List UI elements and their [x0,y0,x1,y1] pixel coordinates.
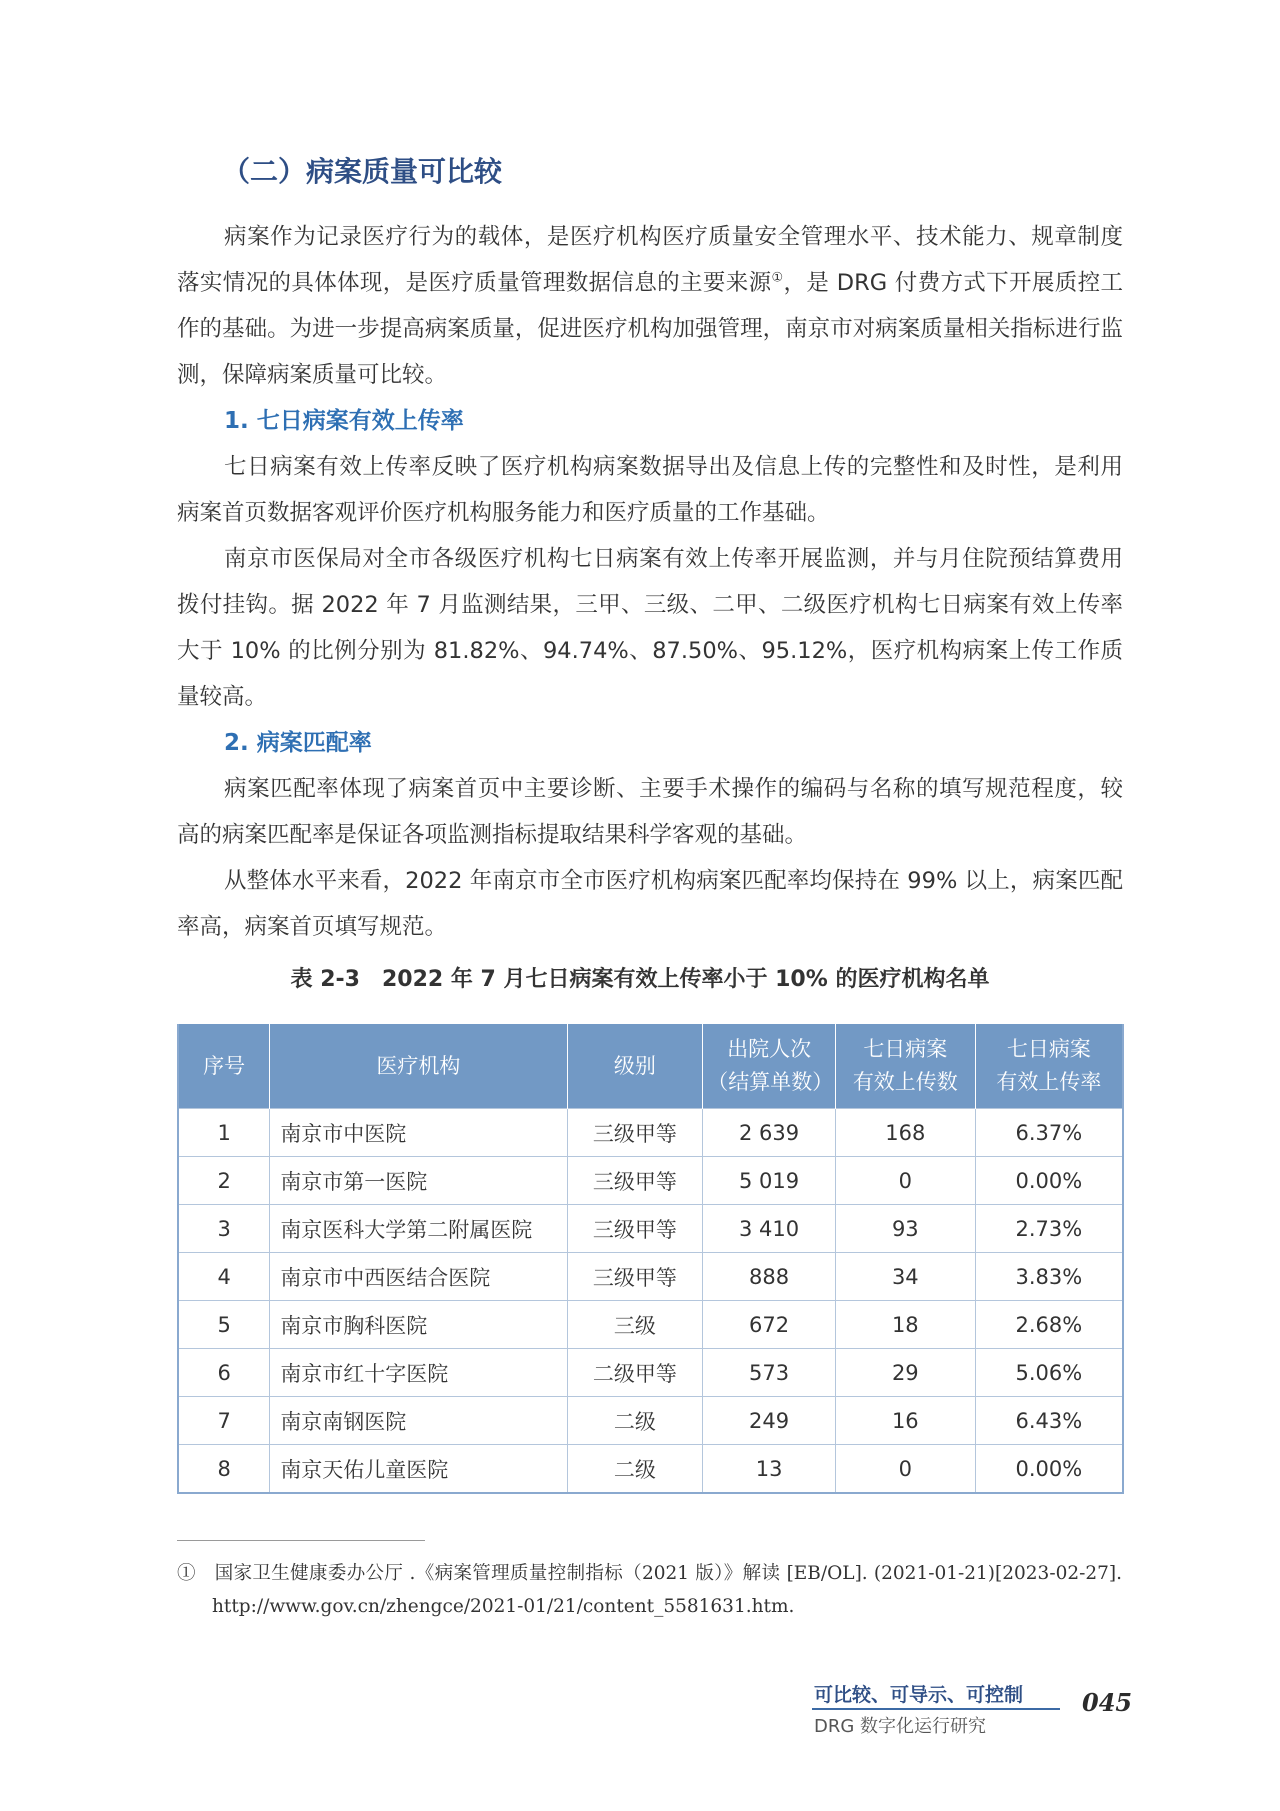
header-discharges [703,1024,836,1109]
cell-level: 三级甲等 [567,1157,703,1205]
cell-uploads: 29 [835,1349,975,1397]
cell-seq: 7 [178,1397,270,1445]
cell-seq: 6 [178,1349,270,1397]
cell-rate: 5.06% [975,1349,1123,1397]
cell-discharges: 672 [703,1301,836,1349]
cell-org: 南京市第一医院 [270,1157,567,1205]
cell-seq: 8 [178,1445,270,1494]
header-uploads-line2: 有效上传数 [852,1070,958,1094]
header-discharges-line2: （结算单数） [707,1070,834,1094]
footnote-text: ① 国家卫生健康委办公厅 .《病案管理质量控制指标（2021 版）》解读 [EB/OL]. (2021-01-21)[2023-02-27]. http://www.gov.cn/zhengce/2021-01/21/content_5581631.htm. [177,1563,1122,1617]
table-row [178,1349,1123,1397]
footnote-divider [177,1540,425,1541]
cell-discharges: 3 410 [703,1205,836,1253]
header-rate-line2: 有效上传率 [996,1070,1102,1094]
cell-org: 南京天佑儿童医院 [270,1445,567,1494]
cell-org: 南京市红十字医院 [270,1349,567,1397]
cell-org: 南京医科大学第二附属医院 [270,1205,567,1253]
page-number: 045 [1082,1688,1133,1717]
section-heading: （二）病案质量可比较 [222,155,503,188]
table-row [178,1205,1123,1253]
cell-org: 南京市胸科医院 [270,1301,567,1349]
header-rate-line1: 七日病案 [1006,1037,1091,1061]
cell-discharges: 249 [703,1397,836,1445]
footer-book-title: 可比较、可导示、可控制 [814,1684,1024,1706]
table-header-row [178,1024,1123,1109]
cell-rate: 2.68% [975,1301,1123,1349]
cell-level: 三级甲等 [567,1253,703,1301]
paragraph-match-rate-definition: 病案匹配率体现了病案首页中主要诊断、主要手术操作的编码与名称的填写规范程度，较高的病案匹配率是保证各项监测指标提取结果科学客观的基础。 [177,776,1123,848]
cell-uploads: 168 [835,1109,975,1157]
table-caption: 表 2-3 2022 年 7 月七日病案有效上传率小于 10% 的医疗机构名单 [290,967,990,992]
cell-seq: 2 [178,1157,270,1205]
table-row [178,1157,1123,1205]
table-row [178,1445,1123,1494]
cell-rate: 0.00% [975,1157,1123,1205]
cell-seq: 4 [178,1253,270,1301]
table-row [178,1301,1123,1349]
cell-level: 二级甲等 [567,1349,703,1397]
cell-level: 三级 [567,1301,703,1349]
header-uploads [835,1024,975,1109]
cell-discharges: 888 [703,1253,836,1301]
cell-seq: 3 [178,1205,270,1253]
cell-rate: 6.37% [975,1109,1123,1157]
footnote-reference[interactable]: ① [771,270,784,286]
paragraph-medical-record-role [177,214,1123,398]
header-seq: 序号 [178,1024,270,1109]
header-uploads-line1: 七日病案 [863,1037,948,1061]
cell-seq: 1 [178,1109,270,1157]
cell-rate: 6.43% [975,1397,1123,1445]
cell-org: 南京南钢医院 [270,1397,567,1445]
paragraph-upload-rate-monitoring: 南京市医保局对全市各级医疗机构七日病案有效上传率开展监测，并与月住院预结算费用拨付挂钩。据 2022 年 7 月监测结果，三甲、三级、二甲、二级医疗机构七日病案有效上传率大于 10% 的比例分别为 81.82%、94.74%、87.50%、95.12%，医疗机构病案上传工作质量较高。 [177,546,1123,710]
paragraph-text-after-note: ，是 DRG 付费方式下开展质控工作的基础。为进一步提高病案质量，促进医疗机构加强管理，南京市对病案质量相关指标进行监测，保障病案质量可比较。 [177,270,1123,388]
table-row [178,1253,1123,1301]
cell-level: 二级 [567,1397,703,1445]
paragraph-text-before-note: 病案作为记录医疗行为的载体，是医疗机构医疗质量安全管理水平、技术能力、规章制度落实情况的具体体现，是医疗质量管理数据信息的主要来源 [177,224,1123,296]
subheading-seven-day-upload-rate: 1. 七日病案有效上传率 [224,408,464,434]
header-org: 医疗机构 [270,1024,567,1109]
subheading-match-rate: 2. 病案匹配率 [224,730,372,756]
cell-uploads: 18 [835,1301,975,1349]
institution-table [177,1024,1124,1494]
cell-uploads: 93 [835,1205,975,1253]
cell-rate: 0.00% [975,1445,1123,1494]
cell-rate: 3.83% [975,1253,1123,1301]
footer-book-subtitle: DRG 数字化运行研究 [814,1716,987,1737]
paragraph-upload-rate-definition: 七日病案有效上传率反映了医疗机构病案数据导出及信息上传的完整性和及时性，是利用病案首页数据客观评价医疗机构服务能力和医疗质量的工作基础。 [177,454,1123,526]
table-row [178,1397,1123,1445]
footer-divider [812,1708,1060,1710]
cell-org: 南京市中医院 [270,1109,567,1157]
cell-seq: 5 [178,1301,270,1349]
cell-level: 三级甲等 [567,1109,703,1157]
header-rate [975,1024,1123,1109]
cell-discharges: 13 [703,1445,836,1494]
cell-uploads: 0 [835,1445,975,1494]
cell-org: 南京市中西医结合医院 [270,1253,567,1301]
header-discharges-line1: 出院人次 [727,1037,812,1061]
cell-level: 三级甲等 [567,1205,703,1253]
paragraph-match-rate-result: 从整体水平来看，2022 年南京市全市医疗机构病案匹配率均保持在 99% 以上，病案匹配率高，病案首页填写规范。 [177,868,1123,940]
header-level: 级别 [567,1024,703,1109]
footnote [177,1557,1122,1623]
cell-uploads: 0 [835,1157,975,1205]
cell-uploads: 16 [835,1397,975,1445]
cell-level: 二级 [567,1445,703,1494]
cell-discharges: 5 019 [703,1157,836,1205]
table-row [178,1109,1123,1157]
cell-rate: 2.73% [975,1205,1123,1253]
cell-discharges: 2 639 [703,1109,836,1157]
cell-discharges: 573 [703,1349,836,1397]
cell-uploads: 34 [835,1253,975,1301]
